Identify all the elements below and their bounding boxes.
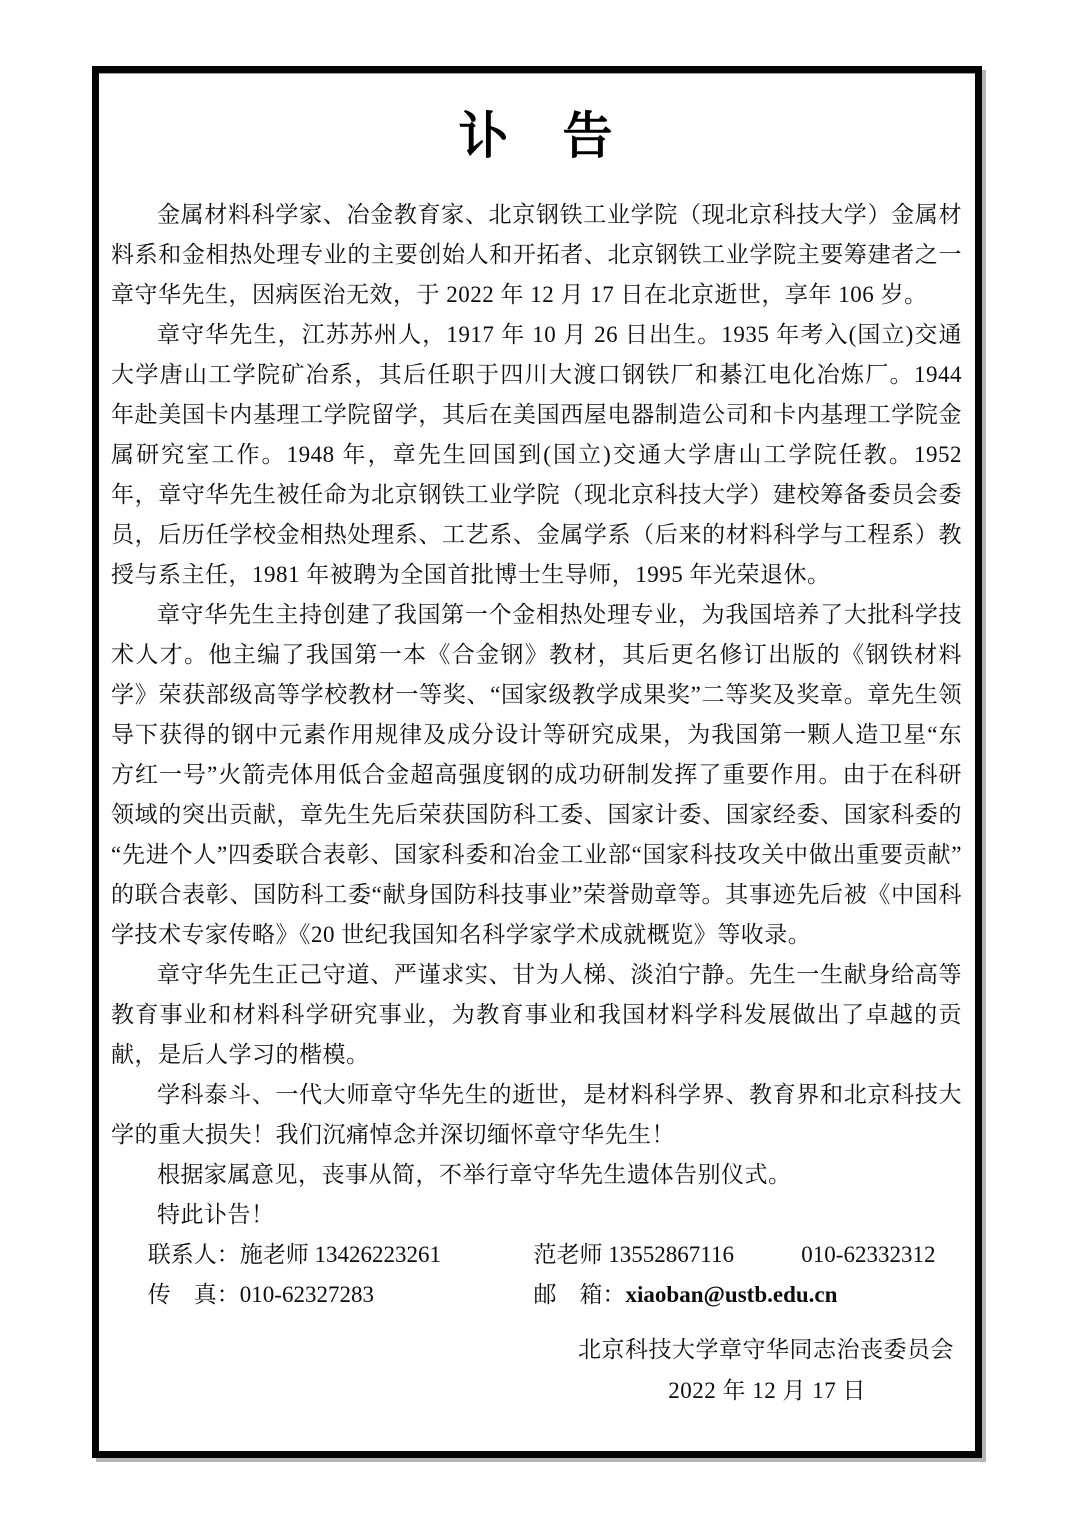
signature-block [111,1329,962,1411]
paragraph-character: 章守华先生正己守道、严谨求实、甘为人梯、淡泊宁静。先生一生献身给高等教育事业和材料科学研究事业，为教育事业和我国材料学科发展做出了卓越的贡献，是后人学习的楷模。 [111,962,962,1067]
paragraph-family-wishes: 根据家属意见，丧事从简，不举行章守华先生遗体告别仪式。 [157,1162,792,1187]
email-address: xiaoban@ustb.edu.cn [625,1282,838,1307]
committee-signature: 北京科技大学章守华同志治丧委员会 [578,1337,954,1362]
notice-date: 2022 年 12 月 17 日 [668,1378,866,1403]
paragraph-biography: 章守华先生，江苏苏州人，1917 年 10 月 26 日出生。1935 年考入(国立)交通大学唐山工学院矿冶系，其后任职于四川大渡口钢铁厂和綦江电化冶炼厂。1944 年赴美国卡内基理工学院留学，其后在美国西屋电器制造公司和卡内基理工学院金属研究室工作。1948 年，章先生回国到(国立)交通大学唐山工学院任教。1952 年，章守华先生被任命为北京钢铁工业学院（现北京科技大学）建校筹备委员会委员，后历任学校金相热处理系、工艺系、金属学系（后来的材料科学与工程系）教授与系主任，1981 年被聘为全国首批博士生导师，1995 年光荣退休。 [111,322,962,587]
contact-person-1-value: 施老师 13426223261 [239,1242,442,1267]
fax-segment [148,1275,528,1315]
notice-body [111,195,962,1235]
paragraph-mourning: 学科泰斗、一代大师章守华先生的逝世，是材料科学界、教育界和北京科技大学的重大损失！我们沉痛悼念并深切缅怀章守华先生！ [111,1082,962,1147]
contact-person-line [111,1235,962,1275]
obituary-notice-sheet [92,66,982,1458]
notice-title: 讣 告 [458,108,615,164]
email-segment [534,1282,838,1307]
fax-label: 传 真： [147,1282,240,1307]
fax-number: 010-62327283 [239,1282,374,1307]
email-label: 邮 箱： [533,1282,626,1307]
fax-email-line [111,1275,962,1315]
contact-person-2: 范老师 13552867116 [533,1242,734,1267]
contact-person-1 [148,1235,528,1275]
paragraph-hereby-announce: 特此讣告！ [157,1202,275,1227]
paragraph-death-announcement: 金属材料科学家、冶金教育家、北京钢铁工业学院（现北京科技大学）金属材料系和金相热处理专业的主要创始人和开拓者、北京钢铁工业学院主要筹建者之一章守华先生，因病医治无效，于 2022 年 12 月 17 日在北京逝世，享年 106 岁。 [111,202,962,307]
contact-person-label: 联系人： [147,1242,240,1267]
paragraph-achievements: 章守华先生主持创建了我国第一个金相热处理专业，为我国培养了大批科学技术人才。他主编了我国第一本《合金钢》教材，其后更名修订出版的《钢铁材料学》荣获部级高等学校教材一等奖、“国家级教学成果奖”二等奖及奖章。章先生领导下获得的钢中元素作用规律及成分设计等研究成果，为我国第一颗人造卫星“东方红一号”火箭壳体用低合金超高强度钢的成功研制发挥了重要作用。由于在科研领域的突出贡献，章先生先后荣获国防科工委、国家计委、国家经委、国家科委的“先进个人”四委联合表彰、国家科委和冶金工业部“国家科技攻关中做出重要贡献”的联合表彰、国防科工委“献身国防科技事业”荣誉勋章等。其事迹先后被《中国科学技术专家传略》《20 世纪我国知名科学家学术成就概览》等收录。 [111,602,962,947]
contact-phone: 010-62332312 [801,1242,936,1267]
